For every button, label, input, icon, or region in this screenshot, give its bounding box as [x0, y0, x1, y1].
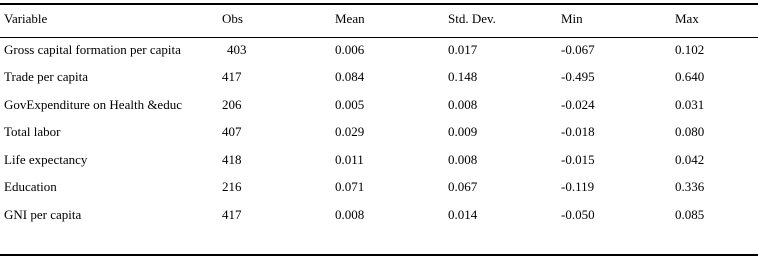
- header-variable: Variable: [4, 11, 48, 26]
- cell-max: 0.031: [675, 97, 705, 112]
- cell-mean: 0.005: [335, 97, 365, 112]
- cell-min: -0.067: [561, 42, 595, 57]
- cell-obs: 417: [222, 207, 242, 222]
- table-row: [0, 150, 758, 170]
- cell-variable: GNI per capita: [4, 207, 82, 222]
- cell-max: 0.640: [675, 69, 705, 84]
- cell-max: 0.102: [675, 42, 705, 57]
- cell-obs: 206: [222, 97, 242, 112]
- cell-min: -0.024: [561, 97, 595, 112]
- cell-mean: 0.006: [335, 42, 365, 57]
- cell-obs: 403: [227, 42, 247, 57]
- cell-std-dev: 0.008: [448, 152, 478, 167]
- cell-max: 0.085: [675, 207, 705, 222]
- header-std-dev: Std. Dev.: [448, 11, 496, 26]
- cell-min: -0.018: [561, 124, 595, 139]
- cell-std-dev: 0.009: [448, 124, 478, 139]
- table-row: [0, 95, 758, 115]
- cell-max: 0.042: [675, 152, 705, 167]
- cell-mean: 0.011: [335, 152, 364, 167]
- cell-mean: 0.071: [335, 179, 365, 194]
- cell-obs: 417: [222, 69, 242, 84]
- header-min: Min: [561, 11, 583, 26]
- cell-min: -0.050: [561, 207, 595, 222]
- table-bottom-rule: [0, 254, 758, 256]
- cell-std-dev: 0.067: [448, 179, 478, 194]
- cell-variable: GovExpenditure on Health &educ: [4, 97, 182, 112]
- cell-min: -0.119: [561, 179, 595, 194]
- cell-max: 0.336: [675, 179, 705, 194]
- cell-mean: 0.084: [335, 69, 365, 84]
- table-row: [0, 205, 758, 225]
- table-header-row: [0, 9, 758, 29]
- table-top-rule: [0, 3, 758, 5]
- cell-obs: 407: [222, 124, 242, 139]
- cell-std-dev: 0.017: [448, 42, 478, 57]
- table-row: [0, 122, 758, 142]
- cell-variable: Trade per capita: [4, 69, 88, 84]
- cell-variable: Total labor: [4, 124, 61, 139]
- cell-std-dev: 0.008: [448, 97, 478, 112]
- cell-obs: 418: [222, 152, 242, 167]
- header-mean: Mean: [335, 11, 365, 26]
- table-row: [0, 67, 758, 87]
- table-header-rule: [0, 37, 758, 38]
- cell-mean: 0.029: [335, 124, 365, 139]
- table-row: [0, 40, 758, 60]
- table-row: [0, 177, 758, 197]
- header-max: Max: [675, 11, 699, 26]
- cell-min: -0.495: [561, 69, 595, 84]
- cell-std-dev: 0.148: [448, 69, 478, 84]
- cell-std-dev: 0.014: [448, 207, 478, 222]
- cell-max: 0.080: [675, 124, 705, 139]
- cell-mean: 0.008: [335, 207, 365, 222]
- cell-variable: Gross capital formation per capita: [4, 42, 181, 57]
- cell-variable: Life expectancy: [4, 152, 88, 167]
- cell-obs: 216: [222, 179, 242, 194]
- cell-variable: Education: [4, 179, 57, 194]
- header-obs: Obs: [222, 11, 243, 26]
- cell-min: -0.015: [561, 152, 595, 167]
